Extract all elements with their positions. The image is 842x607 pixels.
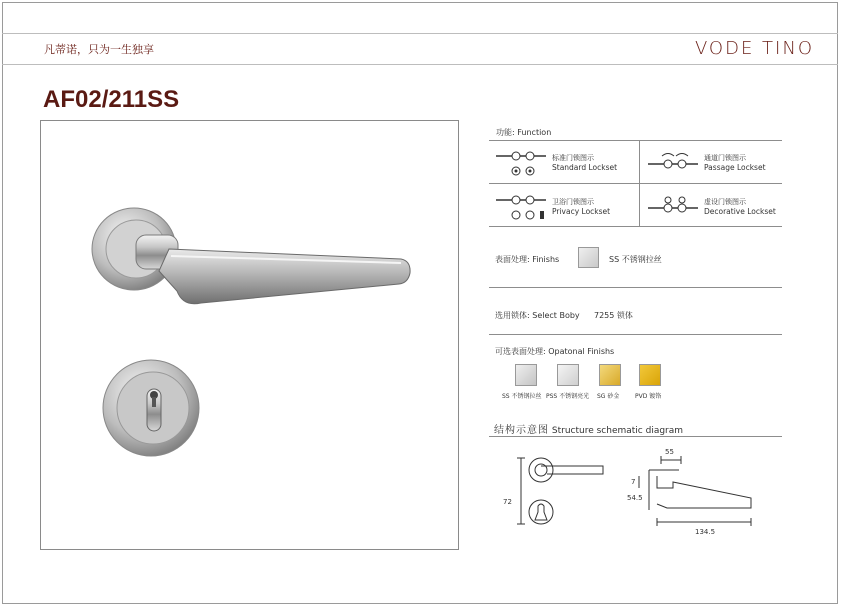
dim-small: 7 [631,478,636,486]
door-handle-image [41,121,458,549]
structure-title-en: Structure schematic diagram [551,426,684,436]
divider [489,287,782,288]
lock-name-cn: 通道门锁图示 [704,154,746,162]
lock-name-cn: 卫浴门锁图示 [552,198,594,206]
decorative-lock-icon [646,191,702,223]
dim-length: 134.5 [695,528,716,536]
swatch-pss [557,364,579,386]
tagline: 凡蒂诺，只为一生独享 [44,43,154,56]
swatch-label: PVD 镀铬 [635,393,662,400]
divider [489,334,782,335]
brand-logo: VODE TINO [694,38,814,59]
product-photo [40,120,459,550]
structure-title [494,421,683,436]
swatch-label: PSS 不锈钢亮光 [546,393,590,400]
finish-value: SS 不锈钢拉丝 [609,255,662,264]
passage-lock-icon [646,147,702,179]
lock-passage [642,141,787,181]
model-number: AF02/211SS [43,86,180,113]
body-value: 7255 锁体 [594,311,633,320]
finish-label: 表面处理: Finishs [495,255,560,264]
function-title: 功能: Function [496,128,552,137]
lock-name-cn: 虚设门锁图示 [704,198,746,206]
body-label: 选用锁体: Select Boby [495,311,580,320]
lock-name-cn: 标准门锁图示 [552,154,594,162]
structure-diagram [489,446,789,550]
divider [489,226,782,227]
swatch-sg [599,364,621,386]
structure-title-cn: 结构示意图 [494,425,549,436]
top-divider [2,33,838,34]
lock-name-en: Privacy Lockset [552,207,611,216]
divider [489,183,782,184]
lock-name-en: Passage Lockset [704,163,766,172]
divider-vertical [639,140,640,226]
privacy-lock-icon [494,191,550,223]
swatch-ss [515,364,537,386]
lock-decorative [642,185,787,225]
swatch-label: SG 砂金 [597,393,620,400]
lock-standard [490,141,635,181]
standard-lock-icon [494,147,550,179]
lock-privacy [490,185,635,225]
dimension-drawing [489,446,789,546]
divider [489,436,782,437]
dim-height: 72 [503,498,512,506]
header-divider [2,64,838,65]
dim-mid: 54.5 [627,494,643,502]
swatch-pvd [639,364,661,386]
optional-finishes-title: 可选表面处理: Opatonal Finishs [495,347,615,356]
lock-name-en: Decorative Lockset [704,207,776,216]
swatch-label: SS 不锈钢拉丝 [502,393,542,400]
lock-name-en: Standard Lockset [552,163,618,172]
finish-swatch [578,247,599,268]
dim-top: 55 [665,448,674,456]
